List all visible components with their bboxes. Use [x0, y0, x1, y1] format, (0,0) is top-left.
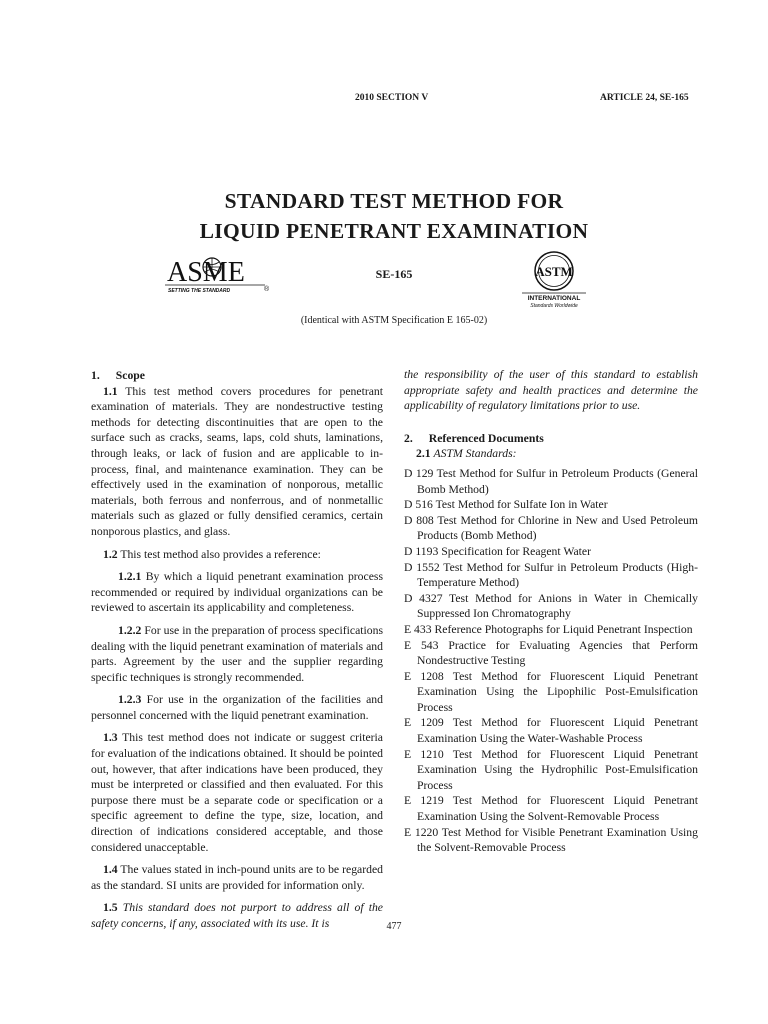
- asme-logo-letters: ASME: [167, 257, 245, 288]
- document-title-line1: STANDARD TEST METHOD FOR: [224, 189, 564, 213]
- paragraph-1-2-3: 1.2.3 For use in the organization of the facilities and personnel concerned with the liquid penetrant examination.: [91, 693, 383, 722]
- paragraph-1-1: 1.1 This test method covers procedures for penetrant examination of materials. They are nondestructive testing methods for detecting discontinuities that are open to the surface such as cracks, seams, laps, cold shuts, laminations, through leaks, or lack of fusion and are applicable to in-process, final, and maintenance examination. They can be effectively used in the examination of nonporous, metallic materials, both ferrous and nonferrous, and of nonmetallic materials such as glazed or fully densified ceramics, certain nonporous plastics, and glass.: [91, 384, 383, 538]
- list-item: D 4327 Test Method for Anions in Water in Chemically Suppressed Ion Chromatography: [404, 591, 698, 621]
- right-column: [404, 367, 698, 856]
- paragraph-1-3: 1.3 This test method does not indicate or suggest criteria for evaluation of the indications obtained. It should be pointed out, however, that after indications have been produced, they must be interpreted or classified and then evaluated. For this purpose there must be a separate code or specification or a specific agreement to define the type, size, location, and direction of indications considered acceptable, and those considered unacceptable.: [91, 731, 383, 854]
- astm-logo: [522, 249, 586, 309]
- section-1-heading: 1. Scope: [91, 369, 145, 382]
- asme-tagline: SETTING THE STANDARD: [168, 288, 231, 294]
- paragraph-2-1: 2.1 ASTM Standards:: [416, 447, 517, 461]
- list-item: E 1219 Test Method for Fluorescent Liquid Penetrant Examination Using the Solvent-Removable Process: [404, 794, 698, 824]
- list-item: E 433 Reference Photographs for Liquid Penetrant Inspection: [404, 622, 693, 636]
- list-item: E 543 Practice for Evaluating Agencies that Perform Nondestructive Testing: [404, 638, 698, 668]
- list-item: E 1220 Test Method for Visible Penetrant Examination Using the Solvent-Removable Process: [404, 825, 698, 855]
- designation: SE-165: [375, 267, 413, 281]
- astm-logo-letters: ASTM: [535, 264, 573, 279]
- running-header-article: ARTICLE 24, SE-165: [600, 93, 689, 103]
- running-header-section: 2010 SECTION V: [355, 93, 429, 103]
- list-item: E 1210 Test Method for Fluorescent Liquid Penetrant Examination Using the Hydrophilic Post-Emulsification Process: [404, 747, 698, 792]
- referenced-documents-list: [404, 466, 698, 856]
- left-column: [91, 368, 383, 932]
- list-item: E 1208 Test Method for Fluorescent Liquid Penetrant Examination Using the Lipophilic Post-Emulsification Process: [404, 669, 698, 714]
- paragraph-1-5: 1.5 This standard does not purport to address all of the safety concerns, if any, associated with its use. It is: [91, 901, 383, 930]
- list-item: D 1552 Test Method for Sulfur in Petroleum Products (High-Temperature Method): [404, 560, 698, 590]
- section-2-heading: 2. Referenced Documents: [404, 431, 544, 445]
- paragraph-1-2: 1.2 This test method also provides a reference:: [103, 547, 321, 561]
- list-item: D 129 Test Method for Sulfur in Petroleum Products (General Bomb Method): [404, 466, 698, 496]
- paragraph-1-2-1: 1.2.1 By which a liquid penetrant examination process recommended or required by individual organizations can be reviewed to ascertain its applicability and completeness.: [91, 570, 383, 615]
- astm-tagline: Standards Worldwide: [530, 303, 578, 309]
- list-item: D 516 Test Method for Sulfate Ion in Water: [404, 498, 608, 512]
- paragraph-1-5-continued: the responsibility of the user of this standard to establish appropriate safety and health practices and determine the applicability of regulatory limitations prior to use.: [404, 368, 698, 413]
- page-number: 477: [386, 921, 402, 932]
- svg-text:®: ®: [264, 286, 270, 293]
- list-item: D 1193 Specification for Reagent Water: [404, 544, 591, 558]
- astm-international: INTERNATIONAL: [527, 295, 581, 302]
- identical-note: (Identical with ASTM Specification E 165-02): [300, 315, 488, 326]
- list-item: E 1209 Test Method for Fluorescent Liquid Penetrant Examination Using the Water-Washable Process: [404, 716, 698, 746]
- list-item: D 808 Test Method for Chlorine in New and Used Petroleum Products (Bomb Method): [404, 513, 698, 543]
- document-title-line2: LIQUID PENETRANT EXAMINATION: [199, 219, 589, 243]
- paragraph-1-4: 1.4 The values stated in inch-pound units are to be regarded as the standard. SI units are provided for information only.: [91, 863, 383, 892]
- paragraph-1-2-2: 1.2.2 For use in the preparation of process specifications dealing with the liquid penetrant examination of materials and parts. Agreement by the user and the supplier regarding specific techniques is strongly recommended.: [91, 623, 383, 684]
